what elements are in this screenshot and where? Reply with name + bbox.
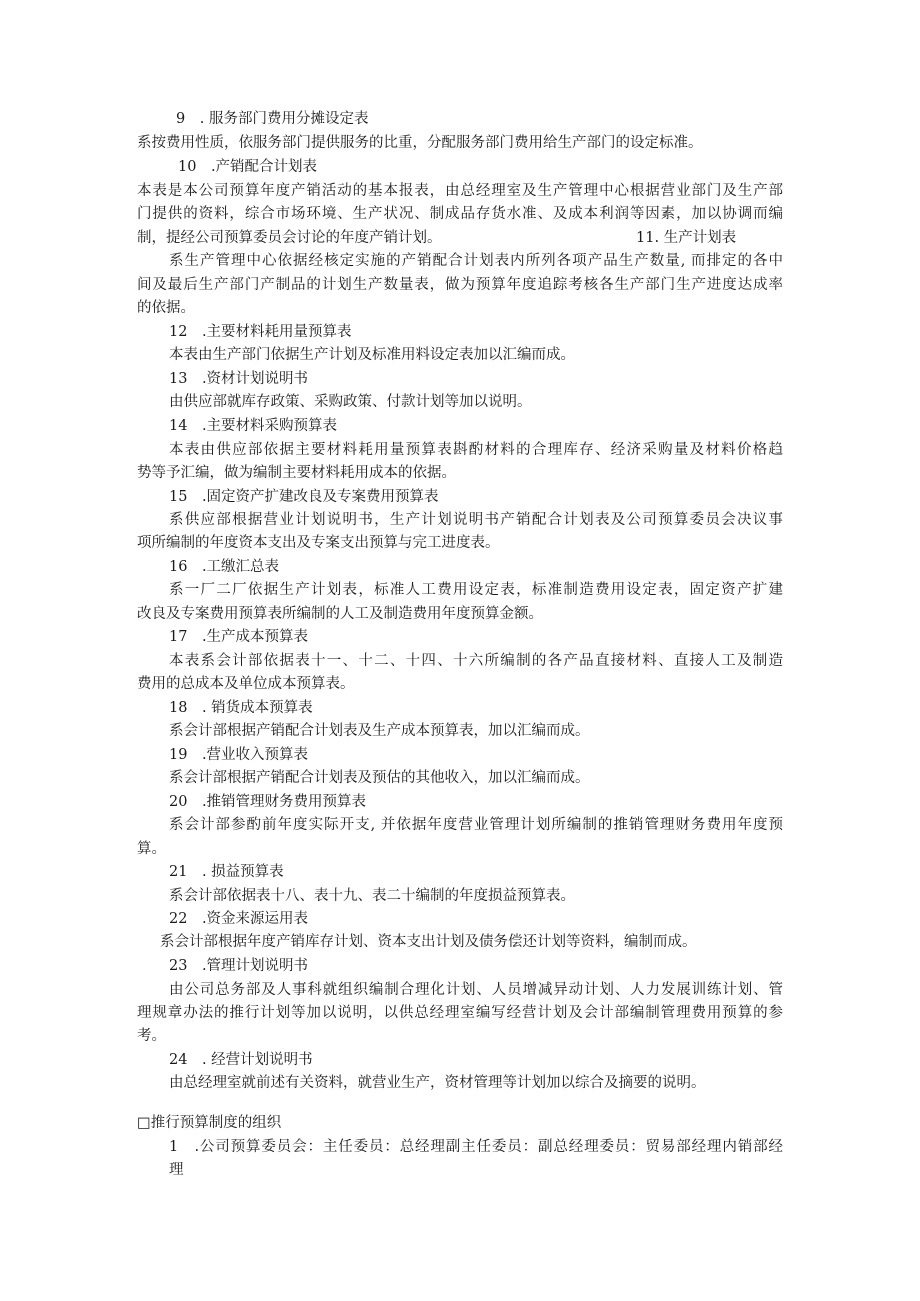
section-12-body: 本表由生产部门依据生产计划及标准用料设定表加以汇编而成。 — [169, 347, 575, 363]
section-23-heading: 23 .管理计划说明书 — [169, 958, 309, 974]
section-20-line-1: 系会计部参酌前年度实际开支, 并依据年度营业管理计划所编制的推销管理财务费用年度预 — [169, 817, 783, 833]
section-20-line-2: 算。 — [137, 841, 166, 857]
section-12-heading: 12 .主要材料耗用量预算表 — [169, 324, 352, 340]
section-17-line-2: 费用的总成本及单位成本预算表。 — [137, 676, 355, 692]
section-11-line-1: 系生产管理中心依据经核定实施的产销配合计划表内所列各项产品生产数量, 而排定的各中 — [169, 253, 783, 269]
org-line-2: 理 — [169, 1162, 184, 1178]
section-19-heading: 19 .营业收入预算表 — [169, 747, 309, 763]
section-10-line-2: 门提供的资料，综合市场环境、生产状况、制成品存货水准、及成本利润等因素，加以协调而编 — [137, 206, 783, 222]
section-13-body: 由供应部就库存政策、采购政策、付款计划等加以说明。 — [169, 394, 532, 410]
org-line-1: 1 .公司预算委员会：主任委员：总经理副主任委员：副总经理委员：贸易部经理内销部经 — [169, 1139, 783, 1155]
section-21-body: 系会计部依据表十八、表十九、表二十编制的年度损益预算表。 — [169, 888, 575, 904]
section-18-body: 系会计部根据产销配合计划表及生产成本预算表，加以汇编而成。 — [169, 723, 590, 739]
section-21-heading: 21 . 损益预算表 — [169, 864, 284, 880]
section-17-heading: 17 .生产成本预算表 — [169, 629, 309, 645]
section-11-heading: 11. 生产计划表 — [636, 230, 737, 246]
section-10-line-1: 本表是本公司预算年度产销活动的基本报表，由总经理室及生产管理中心根据营业部门及生产部 — [137, 183, 783, 199]
section-15-heading: 15 .固定资产扩建改良及专案费用预算表 — [169, 489, 439, 505]
section-20-heading: 20 .推销管理财务费用预算表 — [169, 794, 367, 810]
section-23-line-3: 考。 — [137, 1028, 166, 1044]
section-14-line-2: 势等予汇编，做为编制主要材料耗用成本的依据。 — [137, 465, 456, 481]
section-24-heading: 24 . 经营计划说明书 — [169, 1052, 313, 1068]
section-15-line-2: 项所编制的年度资本支出及专案支出预算与完工进度表。 — [137, 535, 500, 551]
section-24-body: 由总经理室就前述有关资料，就营业生产，资材管理等计划加以综合及摘要的说明。 — [169, 1075, 706, 1091]
section-19-body: 系会计部根据产销配合计划表及预估的其他收入，加以汇编而成。 — [169, 770, 590, 786]
section-13-heading: 13 .资材计划说明书 — [169, 371, 309, 387]
section-17-line-1: 本表系会计部依据表十一、十二、十四、十六所编制的各产品直接材料、直接人工及制造 — [169, 653, 783, 669]
section-11-line-2: 间及最后生产部门产制品的计划生产数量表，做为预算年度追踪考核各生产部门生产进度达成率 — [137, 277, 783, 293]
section-10-line-3: 制，提经公司预算委员会讨论的年度产销计划。 — [137, 230, 442, 246]
section-22-heading: 22 .资金来源运用表 — [169, 911, 309, 927]
section-14-heading: 14 .主要材料采购预算表 — [169, 418, 338, 434]
section-16-heading: 16 .工缴汇总表 — [169, 559, 280, 575]
section-22-body: 系会计部根据年度产销库存计划、资本支出计划及债务偿还计划等资料，编制而成。 — [160, 934, 697, 950]
section-23-line-1: 由公司总务部及人事科就组织编制合理化计划、人员增减异动计划、人力发展训练计划、管 — [169, 982, 783, 998]
section-23-line-2: 理规章办法的推行计划等加以说明，以供总经理室编写经营计划及会计部编制管理费用预算的参 — [137, 1005, 783, 1021]
org-heading: □推行预算制度的组织 — [137, 1115, 282, 1131]
section-16-line-1: 系一厂二厂依据生产计划表，标准人工费用设定表，标准制造费用设定表，固定资产扩建 — [169, 582, 783, 598]
section-16-line-2: 改良及专案费用预算表所编制的人工及制造费用年度预算金额。 — [137, 606, 543, 622]
section-10-heading: 10 .产销配合计划表 — [178, 159, 318, 175]
section-14-line-1: 本表由供应部依据主要材料耗用量预算表斟酌材料的合理库存、经济采购量及材料价格趋 — [169, 442, 783, 458]
section-18-heading: 18 . 销货成本预算表 — [169, 700, 313, 716]
section-9-body: 系按费用性质，依服务部门提供服务的比重，分配服务部门费用给生产部门的设定标准。 — [137, 135, 703, 151]
section-11-line-3: 的依据。 — [137, 300, 195, 316]
section-15-line-1: 系供应部根据营业计划说明书，生产计划说明书产销配合计划表及公司预算委员会决议事 — [169, 512, 783, 528]
section-9-heading: 9 . 服务部门费用分摊设定表 — [176, 111, 369, 127]
